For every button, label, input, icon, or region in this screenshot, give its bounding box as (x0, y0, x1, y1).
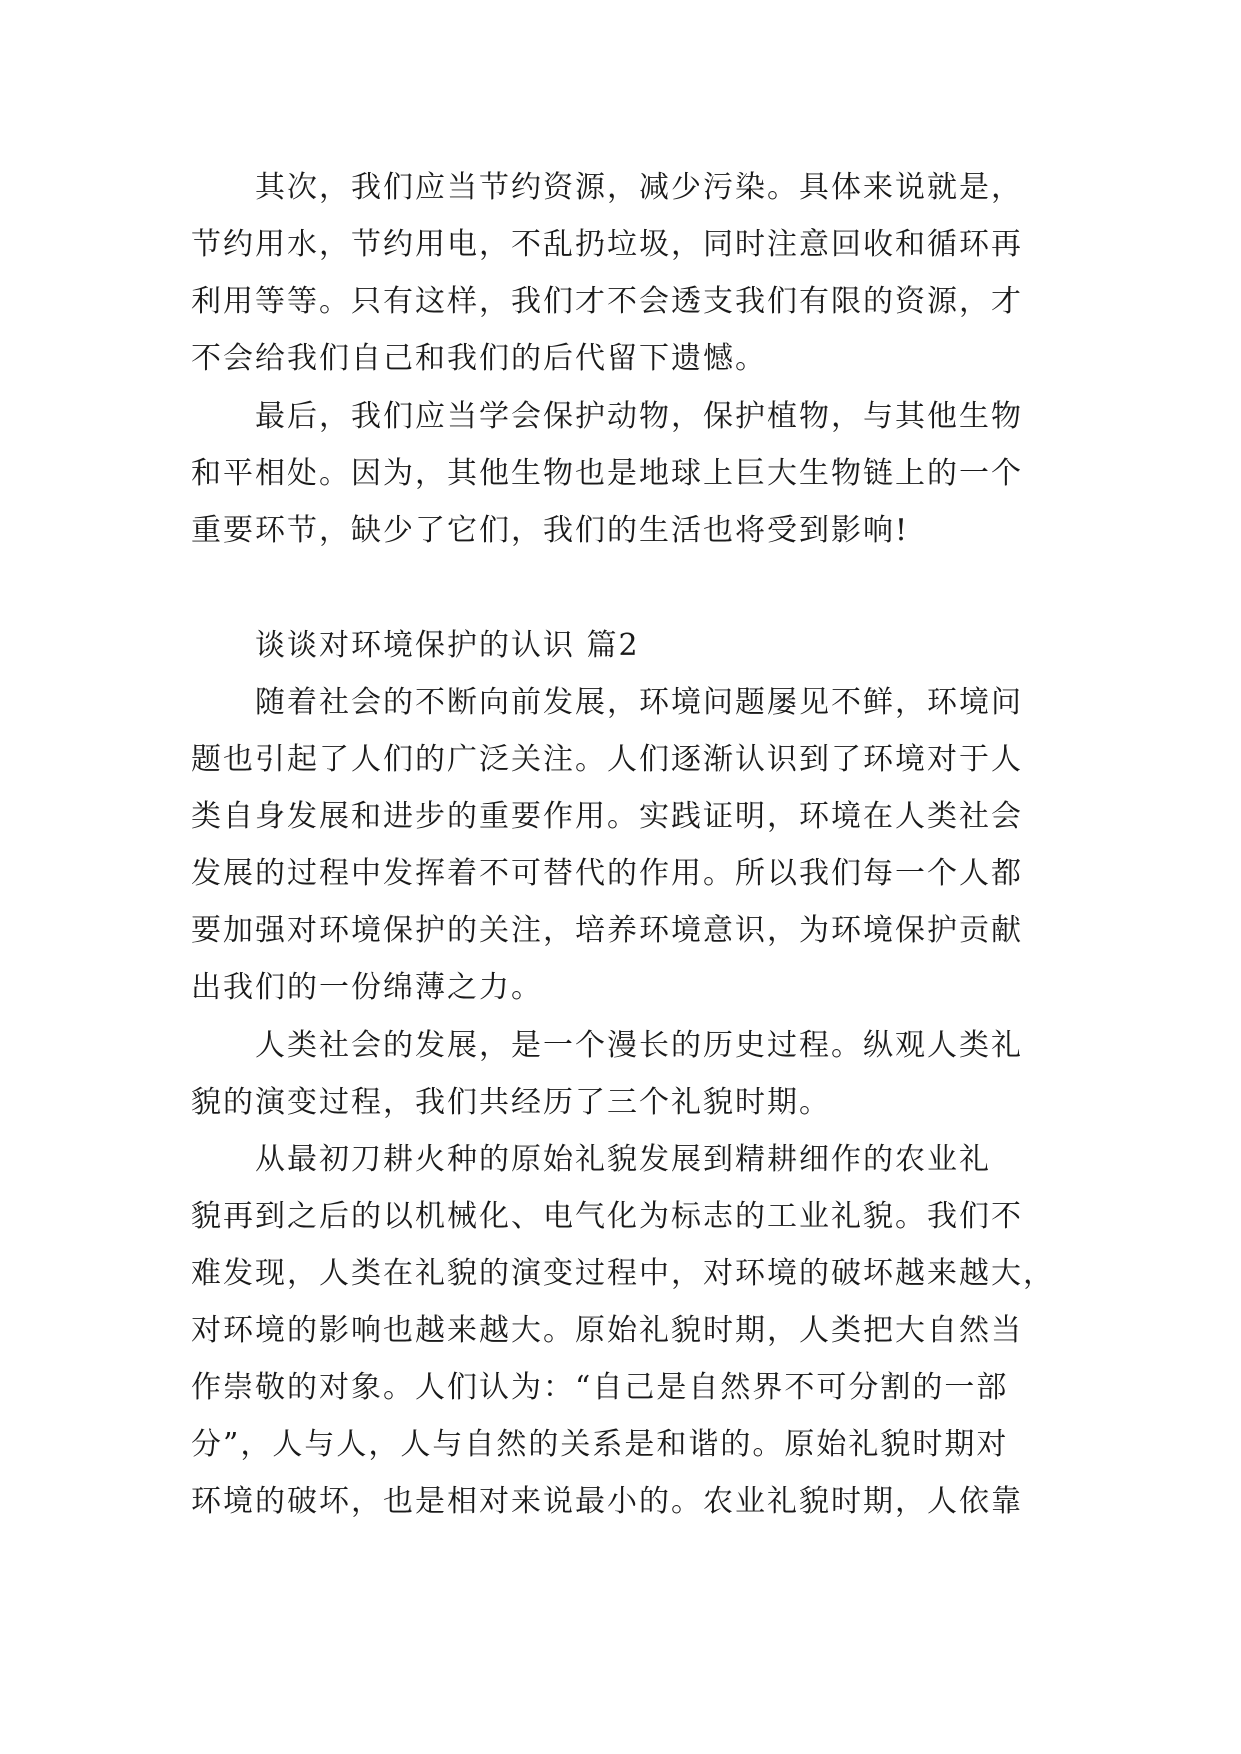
paragraph-line: 难发现，人类在礼貌的演变过程中，对环境的破坏越来越大， (191, 1256, 1055, 1291)
paragraph-line: 从最初刀耕火种的原始礼貌发展到精耕细作的农业礼 (255, 1142, 991, 1177)
paragraph-line: 人类社会的发展，是一个漫长的历史过程。纵观人类礼 (255, 1028, 1023, 1063)
paragraph-line: 不会给我们自己和我们的后代留下遗憾。 (191, 341, 767, 376)
paragraph-line: 节约用水，节约用电，不乱扔垃圾，同时注意回收和循环再 (191, 227, 1023, 262)
paragraph-line: 最后，我们应当学会保护动物，保护植物，与其他生物 (255, 399, 1023, 434)
paragraph-line: 发展的过程中发挥着不可替代的作用。所以我们每一个人都 (191, 856, 1023, 891)
paragraph-line: 出我们的一份绵薄之力。 (191, 970, 543, 1005)
paragraph-line: 环境的破坏，也是相对来说最小的。农业礼貌时期，人依靠 (191, 1484, 1023, 1519)
paragraph-line: 随着社会的不断向前发展，环境问题屡见不鲜，环境问 (255, 685, 1023, 720)
paragraph-line: 对环境的影响也越来越大。原始礼貌时期，人类把大自然当 (191, 1313, 1023, 1348)
paragraph-line: 貌再到之后的以机械化、电气化为标志的工业礼貌。我们不 (191, 1199, 1023, 1234)
paragraph-line: 要加强对环境保护的关注，培养环境意识，为环境保护贡献 (191, 913, 1023, 948)
paragraph-line: 分”，人与人，人与自然的关系是和谐的。原始礼貌时期对 (191, 1427, 1009, 1462)
paragraph-line: 题也引起了人们的广泛关注。人们逐渐认识到了环境对于人 (191, 742, 1023, 777)
paragraph-line: 利用等等。只有这样，我们才不会透支我们有限的资源，才 (191, 284, 1023, 319)
paragraph-line: 和平相处。因为，其他生物也是地球上巨大生物链上的一个 (191, 456, 1023, 491)
paragraph-line: 作崇敬的对象。人们认为：“自己是自然界不可分割的一部 (191, 1370, 1009, 1405)
paragraph-line: 其次，我们应当节约资源，减少污染。具体来说就是， (255, 170, 1023, 205)
paragraph-line: 貌的演变过程，我们共经历了三个礼貌时期。 (191, 1085, 831, 1120)
paragraph-line: 类自身发展和进步的重要作用。实践证明，环境在人类社会 (191, 799, 1023, 834)
paragraph-line: 重要环节，缺少了它们，我们的生活也将受到影响! (191, 513, 910, 548)
section-title: 谈谈对环境保护的认识 篇2 (255, 628, 640, 663)
